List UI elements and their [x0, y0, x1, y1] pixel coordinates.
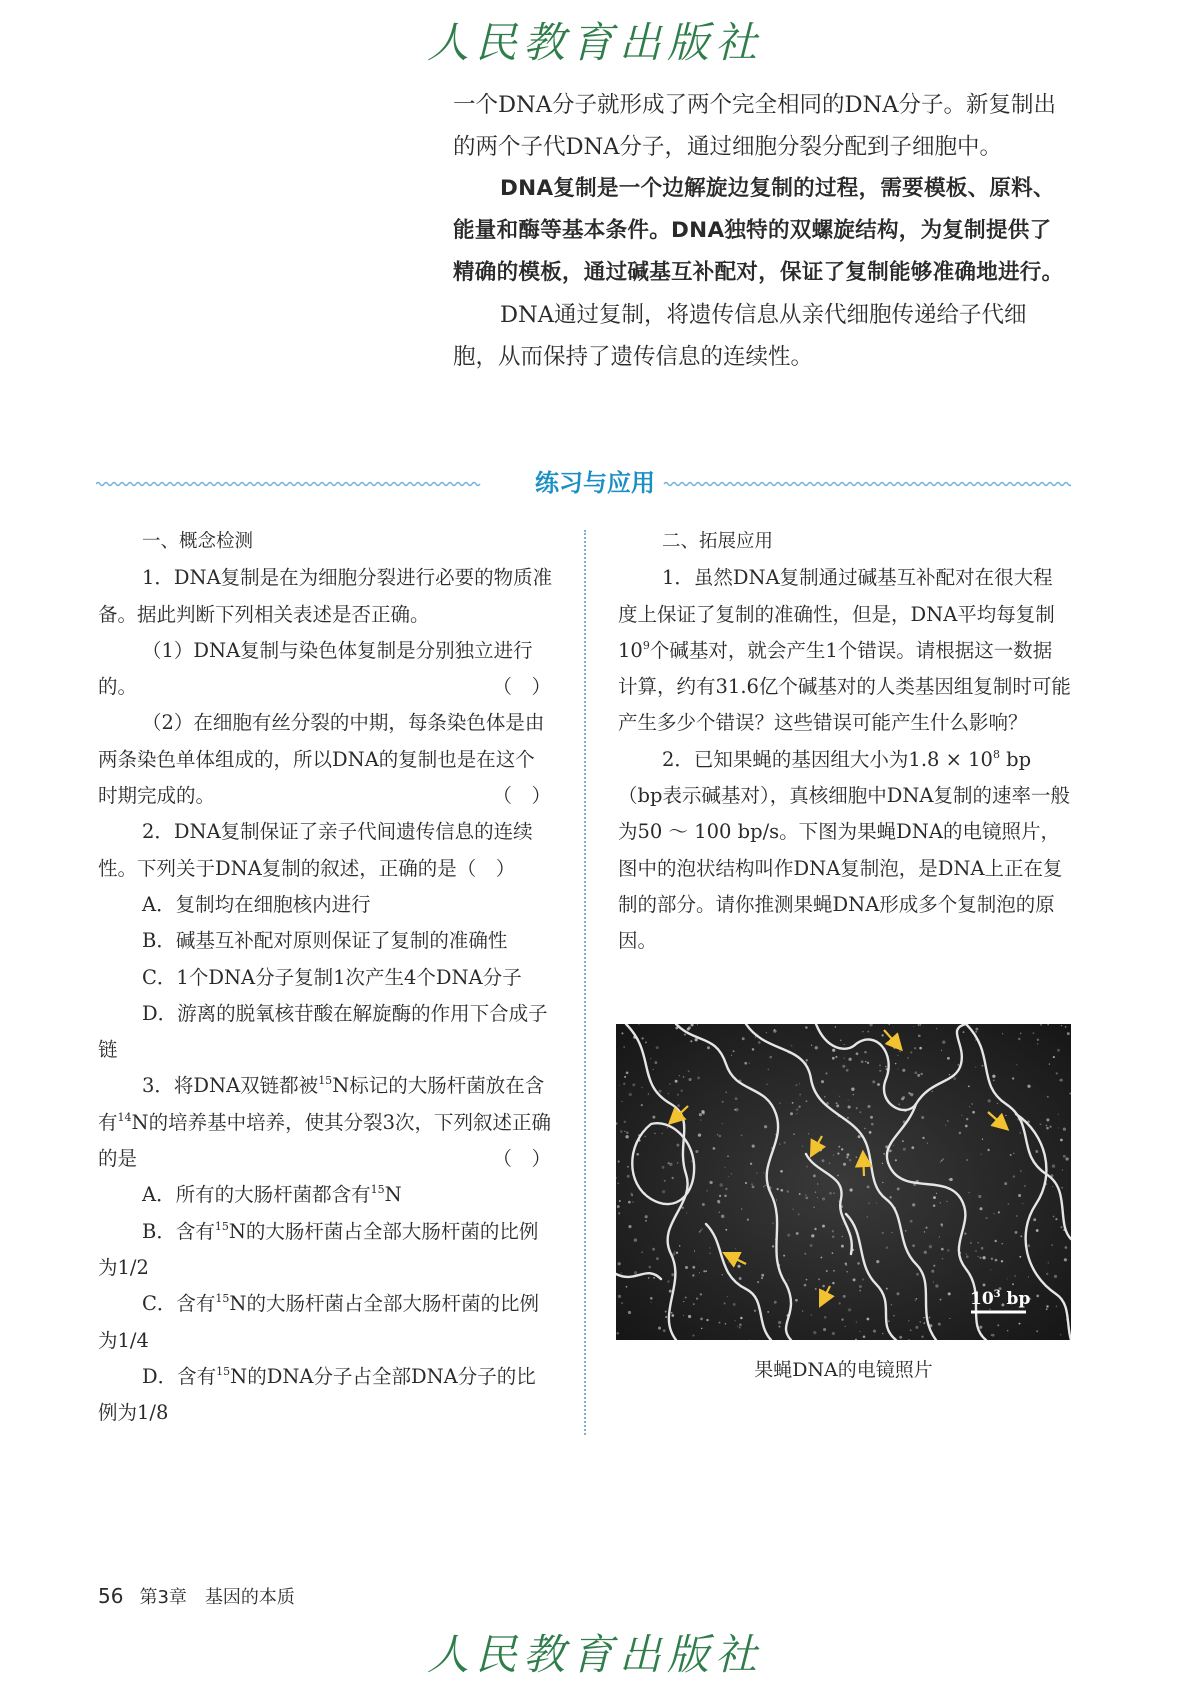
isotope-sup: 15	[214, 1219, 229, 1233]
extension-question-1	[618, 560, 1071, 741]
opt-text: N	[384, 1183, 402, 1207]
question-1-2	[98, 705, 553, 814]
publisher-logo-top: 人民教育出版社	[426, 18, 763, 67]
option-2d: D．游离的脱氧核苷酸在解旋酶的作用下合成子链	[98, 1001, 548, 1062]
chapter-title: 第3章 基因的本质	[139, 1587, 295, 1608]
figure-caption: 果蝇DNA的电镜照片	[754, 1359, 933, 1381]
ext-q1-text: 1．虽然DNA复制通过碱基互补配对在很大程度上保证了复制的准确性，但是，DNA平均每复制10	[618, 566, 1055, 662]
section-title: 练习与应用	[535, 469, 655, 497]
option-2c: C．1个DNA分子复制1次产生4个DNA分子	[142, 965, 522, 989]
opt-text: C．含有	[142, 1292, 216, 1316]
answer-blank: （ ）	[492, 675, 551, 699]
micrograph-image	[616, 1024, 1071, 1340]
question-3	[98, 1068, 553, 1177]
isotope-sup: 15	[216, 1364, 231, 1378]
option-2a: A．复制均在细胞核内进行	[142, 892, 371, 916]
option-3d	[98, 1359, 553, 1432]
answer-blank: （ ）	[492, 1147, 551, 1171]
question-1-1-text: （1）DNA复制与染色体复制是分别独立进行的。	[98, 638, 533, 699]
ext-q2-text: 2．已知果蝇的基因组大小为1.8 × 10	[662, 747, 993, 771]
opt-text: N的大肠杆菌占全部大肠杆菌的比例为1/2	[98, 1219, 539, 1279]
question-2: 2．DNA复制保证了亲子代间遗传信息的连续性。下列关于DNA复制的叙述，正确的是（ ）	[98, 820, 533, 880]
ext-q1-text: 个碱基对，就会产生1个错误。请根据这一数据计算，约有31.6亿个碱基对的人类基因组复制时可能产生多少个错误？这些错误可能产生什么影响？	[618, 638, 1071, 735]
isotope-sup: 15	[370, 1183, 385, 1197]
scale-bar-label: $10^3$ bp	[970, 1289, 1031, 1309]
isotope-sup: 15	[215, 1292, 230, 1306]
heading-concept-check: 一、概念检测	[142, 531, 254, 552]
opt-text: N的大肠杆菌占全部大肠杆菌的比例为1/4	[98, 1292, 539, 1352]
question-1: 1．DNA复制是在为细胞分裂进行必要的物质准备。据此判断下列相关表述是否正确。	[98, 566, 553, 626]
intro-paragraph-1: 一个DNA分子就形成了两个完全相同的DNA分子。新复制出的两个子代DNA分子，通过细胞分裂分配到子细胞中。	[453, 92, 1056, 160]
exponent-sup: 9	[642, 638, 650, 652]
question-1-1	[98, 633, 553, 706]
answer-blank: （ ）	[492, 784, 551, 808]
opt-text: B．含有	[142, 1219, 215, 1243]
option-3a	[98, 1177, 553, 1213]
exponent-sup: 8	[992, 747, 1000, 761]
page-number: 56	[98, 1584, 124, 1608]
isotope-sup: 15	[318, 1074, 333, 1088]
page-footer	[98, 1583, 295, 1609]
intro-paragraph-2: DNA复制是一个边解旋边复制的过程，需要模板、原料、能量和酶等基本条件。DNA独特的双螺旋结构，为复制提供了精确的模板，通过碱基互补配对，保证了复制能够准确地进行。	[453, 176, 1064, 285]
right-column	[618, 524, 1071, 960]
publisher-logo-bottom: 人民教育出版社	[426, 1630, 763, 1679]
q3-text: N标记的大肠杆菌放在含有	[98, 1074, 545, 1134]
ext-q2-text: bp（bp表示碱基对），真核细胞中DNA复制的速率一般为50 ～ 100 bp/s。下图为果蝇DNA的电镜照片，图中的泡状结构叫作DNA复制泡，是DNA上正在复制的部分。请你推测果蝇DNA形成多个复制泡的原因。	[618, 747, 1070, 953]
opt-text: D．含有	[142, 1364, 217, 1388]
extension-question-2	[618, 742, 1071, 960]
option-2b: B．碱基互补配对原则保证了复制的准确性	[142, 929, 508, 953]
option-3c	[98, 1286, 553, 1359]
column-divider	[584, 530, 586, 1435]
q3-text: 3．将DNA双链都被	[142, 1074, 319, 1098]
option-3b	[98, 1214, 553, 1287]
dna-electron-micrograph	[616, 1024, 1071, 1340]
intro-paragraph-3: DNA通过复制，将遗传信息从亲代细胞传递给子代细胞，从而保持了遗传信息的连续性。	[453, 302, 1027, 370]
isotope-sup: 14	[117, 1110, 132, 1124]
intro-text	[453, 84, 1071, 378]
heading-extended-application: 二、拓展应用	[662, 531, 774, 552]
q3-text: N的培养基中培养，使其分裂3次，下列叙述正确的是	[98, 1110, 551, 1171]
opt-text: A．所有的大肠杆菌都含有	[142, 1183, 371, 1207]
opt-text: N的DNA分子占全部DNA分子的比例为1/8	[98, 1364, 536, 1425]
left-column	[98, 524, 553, 1431]
question-1-2-text: （2）在细胞有丝分裂的中期，每条染色体是由两条染色单体组成的，所以DNA的复制也是在这个时期完成的。	[98, 711, 545, 808]
